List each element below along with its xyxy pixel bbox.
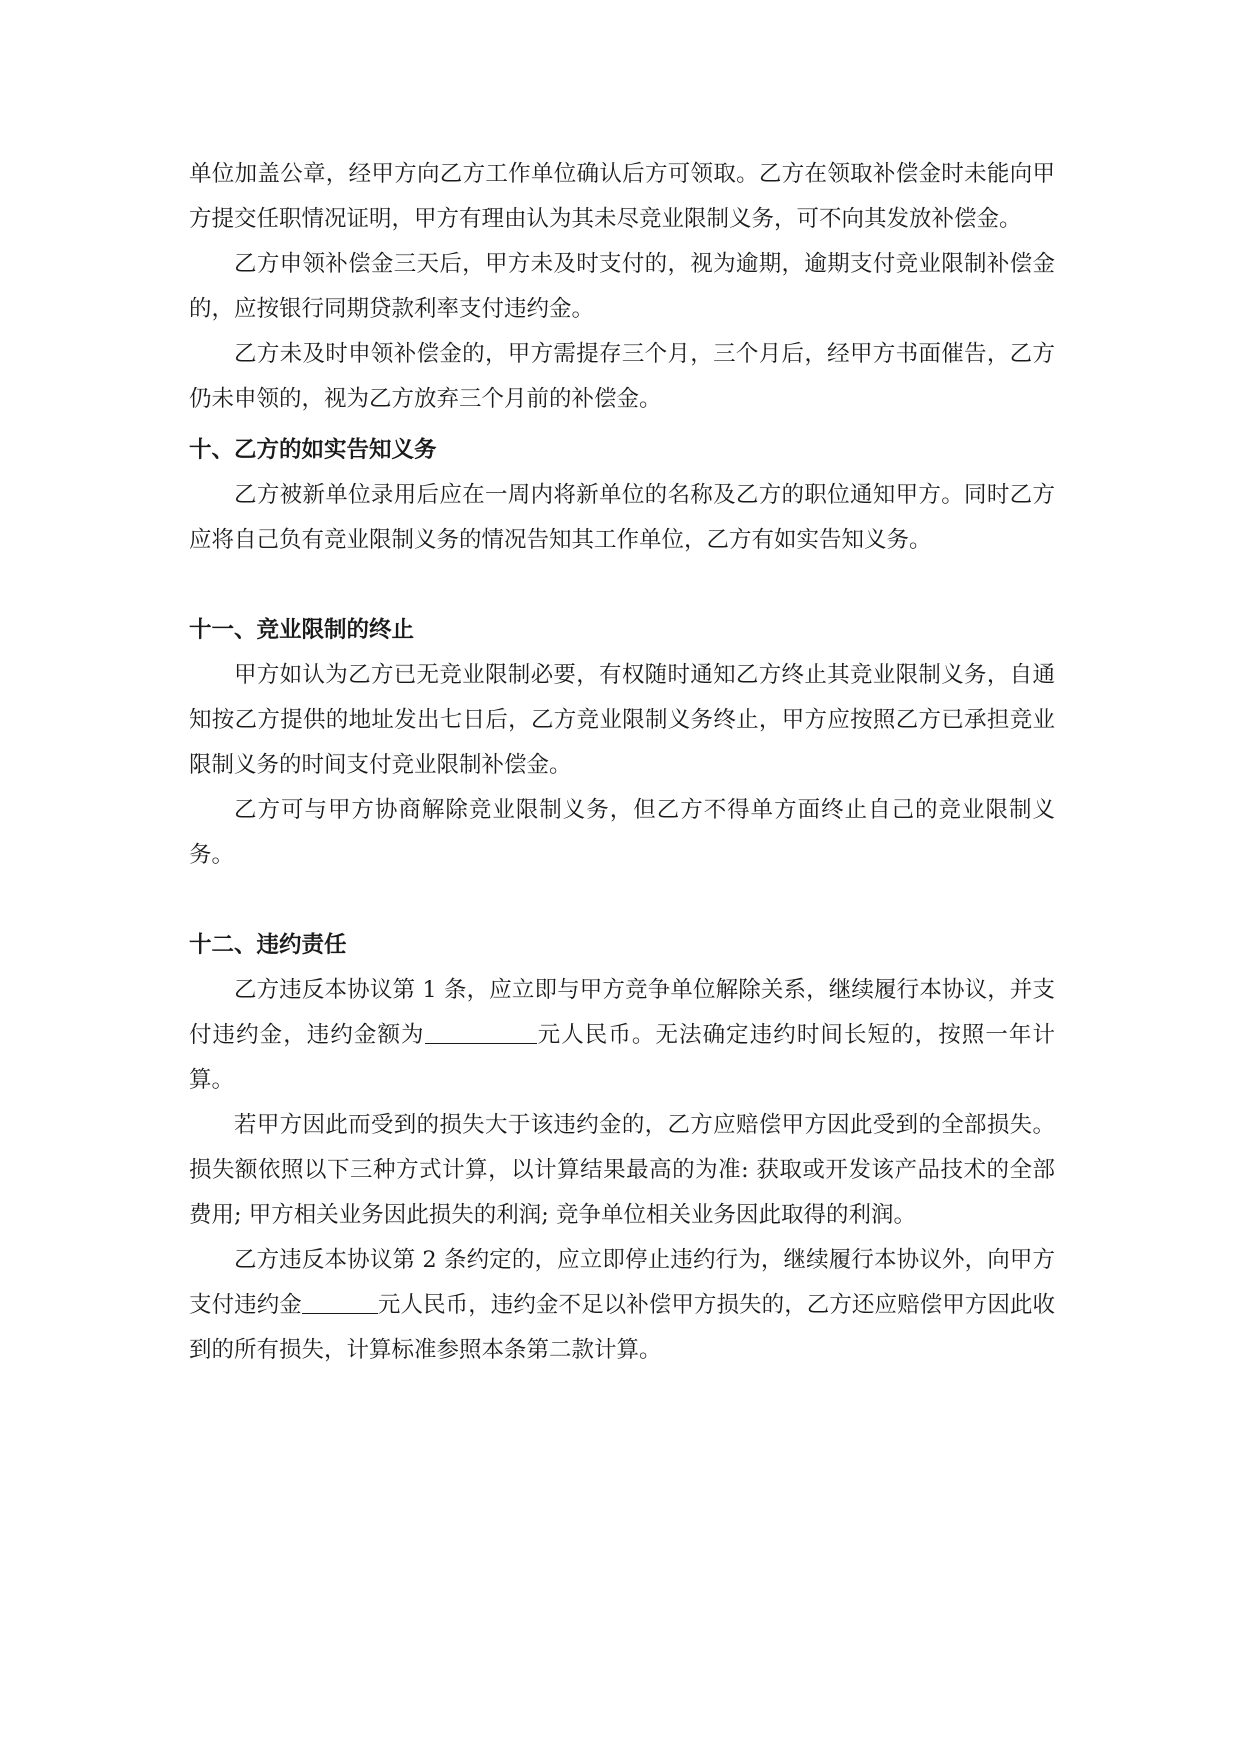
paragraph: 乙方未及时申领补偿金的，甲方需提存三个月，三个月后，经甲方书面催告，乙方仍未申领的，视为乙方放弃三个月前的补偿金。 (189, 341, 1055, 412)
paragraph: 单位加盖公章，经甲方向乙方工作单位确认后方可领取。乙方在领取补偿金时未能向甲方提交任职情况证明，甲方有理由认为其未尽竞业限制义务，可不向其发放补偿金。 (189, 161, 1055, 232)
paragraph-text: 元人民币。无法确定违约时间长短的，按照一年计算。 (189, 1022, 1055, 1093)
fill-in-blank (302, 1289, 378, 1314)
paragraph-text: 乙方违反本协议第 2 条约定的，应立即停止违约行为，继续履行本协议外，向甲方支付违约金 (189, 1247, 1055, 1318)
paragraph: 乙方可与甲方协商解除竞业限制义务，但乙方不得单方面终止自己的竞业限制义务。 (189, 797, 1055, 868)
section-heading: 十、乙方的如实告知义务 (189, 437, 437, 463)
paragraph: 乙方被新单位录用后应在一周内将新单位的名称及乙方的职位通知甲方。同时乙方应将自己负有竞业限制义务的情况告知其工作单位，乙方有如实告知义务。 (189, 482, 1055, 553)
paragraph (189, 1238, 1055, 1373)
paragraph: 甲方如认为乙方已无竞业限制必要，有权随时通知乙方终止其竞业限制义务，自通知按乙方提供的地址发出七日后，乙方竞业限制义务终止，甲方应按照乙方已承担竞业限制义务的时间支付竞业限制补偿金。 (189, 662, 1055, 778)
section-heading: 十一、竞业限制的终止 (189, 617, 415, 643)
paragraph: 乙方申领补偿金三天后，甲方未及时支付的，视为逾期，逾期支付竞业限制补偿金的，应按银行同期贷款利率支付违约金。 (189, 251, 1055, 322)
paragraph-text: 元人民币，违约金不足以补偿甲方损失的，乙方还应赔偿甲方因此收到的所有损失，计算标准参照本条第二款计算。 (189, 1292, 1055, 1363)
paragraph: 若甲方因此而受到的损失大于该违约金的，乙方应赔偿甲方因此受到的全部损失。损失额依照以下三种方式计算，以计算结果最高的为准: 获取或开发该产品技术的全部费用; 甲方相关业务因此损失的利润; 竞争单位相关业务因此取得的利润。 (189, 1112, 1055, 1228)
section-heading: 十二、违约责任 (189, 932, 347, 958)
paragraph-text: 乙方违反本协议第 1 条，应立即与甲方竞争单位解除关系，继续履行本协议，并支付违约金，违约金额为 (189, 977, 1055, 1048)
fill-in-blank (425, 1019, 537, 1044)
paragraph (189, 968, 1055, 1103)
